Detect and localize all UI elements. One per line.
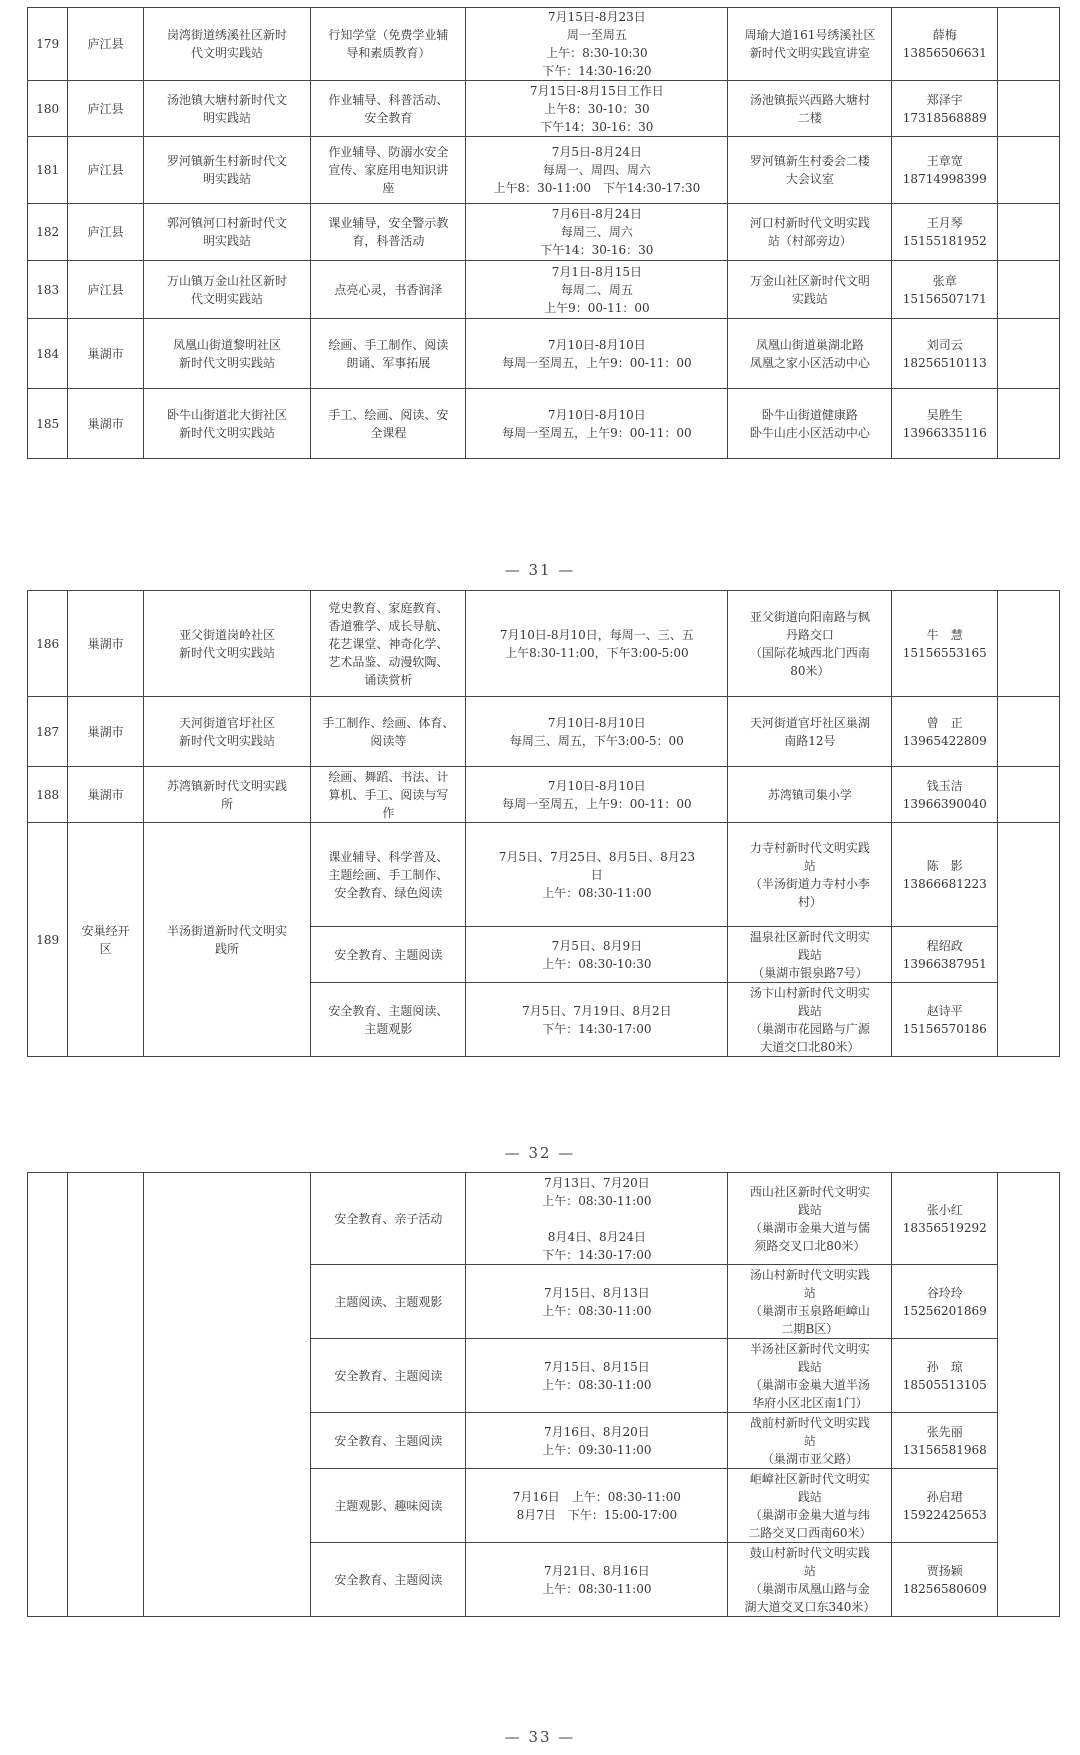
remark-cell (998, 697, 1060, 767)
time-cell: 7月5日-8月24日 每周一、周四、周六 上午8：30-11:00 下午14:30-17:30 (466, 137, 728, 204)
contact-cell: 贾扬颖 18256580609 (892, 1543, 998, 1617)
remark-cell (998, 261, 1060, 319)
place-cell: 鼓山村新时代文明实践 站 （巢湖市凤凰山路与金 湖大道交叉口东340米） (728, 1543, 892, 1617)
content-cell: 安全教育、亲子活动 (311, 1173, 466, 1265)
content-cell: 安全教育、主题阅读、 主题观影 (311, 983, 466, 1057)
table-row (28, 81, 1060, 137)
area-cell: 巢湖市 (68, 767, 143, 823)
row-number: 188 (28, 767, 68, 823)
area-cell: 巢湖市 (68, 389, 143, 459)
time-cell: 7月16日 上午：08:30-11:00 8月7日 下午：15:00-17:00 (466, 1469, 728, 1543)
place-cell: 西山社区新时代文明实 践站 （巢湖市金巢大道与儒 须路交叉口北80米） (728, 1173, 892, 1265)
place-cell: 战前村新时代文明实践 站 （巢湖市亚父路） (728, 1413, 892, 1469)
contact-cell: 赵诗平 15156570186 (892, 983, 998, 1057)
remark-cell (998, 81, 1060, 137)
contact-cell: 孙 琼 18505513105 (892, 1339, 998, 1413)
area-cell: 庐江县 (68, 8, 143, 81)
time-cell: 7月10日-8月10日 每周一至周五，上午9：00-11：00 (466, 319, 728, 389)
time-cell: 7月16日、8月20日 上午：09:30-11:00 (466, 1413, 728, 1469)
contact-cell: 张先丽 13156581968 (892, 1413, 998, 1469)
remark-cell (998, 823, 1060, 1057)
time-cell: 7月5日、7月25日、8月5日、8月23 日 上午：08:30-11:00 (466, 823, 728, 927)
station-name-cell: 万山镇万金山社区新时 代文明实践站 (143, 261, 311, 319)
area-cell: 庐江县 (68, 81, 143, 137)
place-cell: 汤池镇振兴西路大塘村 二楼 (728, 81, 892, 137)
remark-cell (998, 1173, 1060, 1617)
area-cell: 庐江县 (68, 261, 143, 319)
row-number: 182 (28, 204, 68, 261)
place-cell: 天河街道官圩社区巢湖 南路12号 (728, 697, 892, 767)
row-number: 185 (28, 389, 68, 459)
place-cell: 周瑜大道161号绣溪社区 新时代文明实践宣讲室 (728, 8, 892, 81)
place-cell: 苏湾镇司集小学 (728, 767, 892, 823)
content-cell: 作业辅导、科普活动、 安全教育 (311, 81, 466, 137)
area-cell: 庐江县 (68, 137, 143, 204)
time-cell: 7月21日、8月16日 上午：08:30-11:00 (466, 1543, 728, 1617)
content-cell: 党史教育、家庭教育、 香道雅学、成长导航、 花艺课堂、神奇化学、 艺术品鉴、动漫软陶、 诵读赏析 (311, 591, 466, 697)
remark-cell (998, 319, 1060, 389)
time-cell: 7月15日-8月15日工作日 上午8：30-10：30 下午14：30-16：30 (466, 81, 728, 137)
contact-cell: 王章宽 18714998399 (892, 137, 998, 204)
content-cell: 课业辅导、科学普及、 主题绘画、手工制作、 安全教育、绿色阅读 (311, 823, 466, 927)
table-row (28, 389, 1060, 459)
page-number: — 33 — (504, 1728, 576, 1746)
station-name-cell: 天河街道官圩社区 新时代文明实践站 (143, 697, 311, 767)
station-name-cell: 罗河镇新生村新时代文 明实践站 (143, 137, 311, 204)
contact-cell: 曾 正 13965422809 (892, 697, 998, 767)
contact-cell: 郑泽宇 17318568889 (892, 81, 998, 137)
activity-table-1 (27, 7, 1060, 459)
area-cell: 巢湖市 (68, 697, 143, 767)
table-row (28, 767, 1060, 823)
content-cell: 手工制作、绘画、体育、 阅读等 (311, 697, 466, 767)
time-cell: 7月15日、8月15日 上午：08:30-11:00 (466, 1339, 728, 1413)
row-number (28, 1173, 68, 1617)
content-cell: 安全教育、主题阅读 (311, 1339, 466, 1413)
station-name-cell: 卧牛山街道北大街社区 新时代文明实践站 (143, 389, 311, 459)
area-cell (68, 1173, 143, 1617)
place-cell: 万金山社区新时代文明 实践站 (728, 261, 892, 319)
place-cell: 汤卞山村新时代文明实 践站 （巢湖市花园路与广源 大道交口北80米） (728, 983, 892, 1057)
area-cell: 安巢经开 区 (68, 823, 143, 1057)
station-name-cell (143, 1173, 311, 1617)
content-cell: 安全教育、主题阅读 (311, 927, 466, 983)
content-cell: 手工、绘画、阅读、安 全课程 (311, 389, 466, 459)
place-cell: 半汤社区新时代文明实 践站 （巢湖市金巢大道半汤 华府小区北区南1门） (728, 1339, 892, 1413)
contact-cell: 王月琴 15155181952 (892, 204, 998, 261)
remark-cell (998, 204, 1060, 261)
contact-cell: 张章 15156507171 (892, 261, 998, 319)
remark-cell (998, 767, 1060, 823)
row-number: 189 (28, 823, 68, 1057)
time-cell: 7月5日、7月19日、8月2日 下午：14:30-17:00 (466, 983, 728, 1057)
content-cell: 绘画、舞蹈、书法、计 算机、手工、阅读与写 作 (311, 767, 466, 823)
table-row (28, 319, 1060, 389)
table-row (28, 591, 1060, 697)
row-number: 181 (28, 137, 68, 204)
contact-cell: 谷玲玲 15256201869 (892, 1265, 998, 1339)
place-cell: 汤山村新时代文明实践 站 （巢湖市玉泉路岠嶂山 二期B区） (728, 1265, 892, 1339)
area-cell: 巢湖市 (68, 591, 143, 697)
time-cell: 7月10日-8月10日 每周一至周五，上午9：00-11：00 (466, 389, 728, 459)
remark-cell (998, 389, 1060, 459)
contact-cell: 孙启珺 15922425653 (892, 1469, 998, 1543)
content-cell: 安全教育、主题阅读 (311, 1543, 466, 1617)
area-cell: 庐江县 (68, 204, 143, 261)
station-name-cell: 亚父街道岗岭社区 新时代文明实践站 (143, 591, 311, 697)
time-cell: 7月15日-8月23日 周一至周五 上午：8:30-10:30 下午：14:30-16:20 (466, 8, 728, 81)
place-cell: 温泉社区新时代文明实 践站 （巢湖市银泉路7号） (728, 927, 892, 983)
row-number: 179 (28, 8, 68, 81)
time-cell: 7月5日、8月9日 上午：08:30-10:30 (466, 927, 728, 983)
activity-table-3 (27, 1172, 1060, 1617)
table-segment-page32 (27, 590, 1060, 1057)
contact-cell: 吴胜生 13966335116 (892, 389, 998, 459)
time-cell: 7月10日-8月10日 每周一至周五，上午9：00-11：00 (466, 767, 728, 823)
row-number: 184 (28, 319, 68, 389)
contact-cell: 刘司云 18256510113 (892, 319, 998, 389)
table-row (28, 823, 1060, 927)
row-number: 183 (28, 261, 68, 319)
content-cell: 课业辅导，安全警示教 育，科普活动 (311, 204, 466, 261)
table-segment-page33 (27, 1172, 1060, 1617)
activity-table-2 (27, 590, 1060, 1057)
table-row (28, 697, 1060, 767)
content-cell: 主题观影、趣味阅读 (311, 1469, 466, 1543)
time-cell: 7月15日、8月13日 上午：08:30-11:00 (466, 1265, 728, 1339)
station-name-cell: 半汤街道新时代文明实 践所 (143, 823, 311, 1057)
contact-cell: 钱玉洁 13966390040 (892, 767, 998, 823)
row-number: 187 (28, 697, 68, 767)
table-row (28, 204, 1060, 261)
content-cell: 主题阅读、主题观影 (311, 1265, 466, 1339)
place-cell: 岠嶂社区新时代文明实 践站 （巢湖市金巢大道与纬 二路交叉口西南60米） (728, 1469, 892, 1543)
place-cell: 凤凰山街道巢湖北路 凤凰之家小区活动中心 (728, 319, 892, 389)
contact-cell: 牛 慧 15156553165 (892, 591, 998, 697)
page-number: — 32 — (504, 1144, 576, 1162)
contact-cell: 薛梅 13856506631 (892, 8, 998, 81)
remark-cell (998, 137, 1060, 204)
table-row (28, 1173, 1060, 1265)
table-row (28, 261, 1060, 319)
station-name-cell: 汤池镇大塘村新时代文 明实践站 (143, 81, 311, 137)
time-cell: 7月1日-8月15日 每周二、周五 上午9：00-11：00 (466, 261, 728, 319)
station-name-cell: 郭河镇河口村新时代文 明实践站 (143, 204, 311, 261)
contact-cell: 张小红 18356519292 (892, 1173, 998, 1265)
contact-cell: 陈 影 13866681223 (892, 823, 998, 927)
place-cell: 罗河镇新生村委会二楼 大会议室 (728, 137, 892, 204)
row-number: 180 (28, 81, 68, 137)
station-name-cell: 苏湾镇新时代文明实践 所 (143, 767, 311, 823)
content-cell: 绘画、手工制作、阅读 朗诵、军事拓展 (311, 319, 466, 389)
place-cell: 亚父街道向阳南路与枫 丹路交口 （国际花城西北门西南 80米） (728, 591, 892, 697)
time-cell: 7月10日-8月10日 每周三、周五，下午3:00-5：00 (466, 697, 728, 767)
time-cell: 7月6日-8月24日 每周三、周六 下午14：30-16：30 (466, 204, 728, 261)
time-cell: 7月13日、7月20日 上午：08:30-11:00 8月4日、8月24日 下午：14:30-17:00 (466, 1173, 728, 1265)
time-cell: 7月10日-8月10日，每周一、三、五 上午8:30-11:00，下午3:00-5:00 (466, 591, 728, 697)
area-cell: 巢湖市 (68, 319, 143, 389)
place-cell: 卧牛山街道健康路 卧牛山庄小区活动中心 (728, 389, 892, 459)
row-number: 186 (28, 591, 68, 697)
place-cell: 河口村新时代文明实践 站（村部旁边） (728, 204, 892, 261)
table-row (28, 137, 1060, 204)
content-cell: 作业辅导、防溺水安全 宣传、家庭用电知识讲 座 (311, 137, 466, 204)
place-cell: 力寺村新时代文明实践 站 （半汤街道力寺村小李 村） (728, 823, 892, 927)
content-cell: 安全教育、主题阅读 (311, 1413, 466, 1469)
remark-cell (998, 591, 1060, 697)
content-cell: 点亮心灵，书香润泽 (311, 261, 466, 319)
station-name-cell: 岗湾街道绣溪社区新时 代文明实践站 (143, 8, 311, 81)
table-segment-page31 (27, 7, 1060, 459)
content-cell: 行知学堂（免费学业辅 导和素质教育） (311, 8, 466, 81)
remark-cell (998, 8, 1060, 81)
contact-cell: 程绍政 13966387951 (892, 927, 998, 983)
page-number: — 31 — (504, 561, 576, 579)
station-name-cell: 凤凰山街道黎明社区 新时代文明实践站 (143, 319, 311, 389)
table-row (28, 8, 1060, 81)
